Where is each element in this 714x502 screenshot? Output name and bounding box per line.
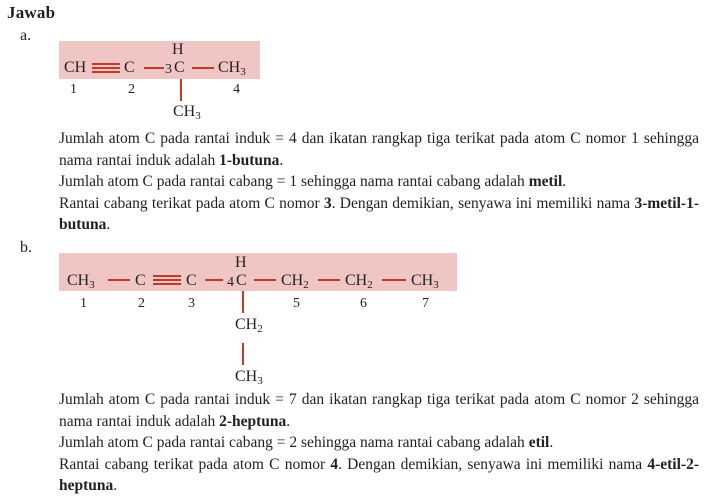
bond-b-3-4 [205,279,223,281]
atom-a-h: H [172,41,184,58]
atom-a-c2: C [124,59,135,76]
part-a-label: a. [20,27,32,44]
explanation-a-line-2: Jumlah atom C pada rantai cabang = 1 sehingga nama rantai cabang adalah metil. [59,173,567,191]
explanation-b-line-2: Jumlah atom C pada rantai cabang = 2 sehingga nama rantai cabang adalah etil. [59,434,554,452]
atom-b-ch2-5: $CH_2$ [281,272,309,291]
locant-b-7: 7 [422,296,429,311]
locant-a-2: 2 [128,82,135,97]
atom-b-h: H [235,254,247,271]
structure-b-highlight [59,253,457,291]
triple-bond-a [92,63,120,75]
explanation-b [59,389,699,497]
bond-a-3-4 [192,67,214,69]
atom-b-ch3-1: $CH_3$ [67,272,95,291]
explanation-a-line-3: Rantai cabang terikat pada atom C nomor 3. Dengan demikian, senyawa ini memiliki nama 3-metil-1-butuna. [59,194,699,234]
atom-a-ch3: $CH_3$ [218,59,246,78]
bond-a-2-3 [144,67,164,69]
explanation-b-line-1: Jumlah atom C pada rantai induk = 7 dan ikatan rangkap tiga terikat pada atom C nomor 2 sehingga nama rantai induk adalah 2-heptuna. [59,391,699,430]
locant-a-1: 1 [70,82,77,97]
atom-a-c3: C [174,59,185,76]
bond-b-branch-1 [242,291,244,313]
atom-b-branch-ch2: $CH_2$ [235,316,263,335]
locant-b-3: 3 [188,296,195,311]
locant-a-4: 4 [233,82,240,97]
locant-b-1: 1 [80,296,87,311]
atom-a-c3-locant: 3 [165,62,172,77]
atom-b-branch-ch3: $CH_3$ [235,368,263,387]
bond-a-branch [180,79,182,101]
atom-b-c4-locant: 4 [227,275,234,290]
atom-b-c3: C [186,272,197,289]
atom-b-c4: C [236,272,247,289]
bond-b-4-5 [254,279,276,281]
bond-b-5-6 [318,279,340,281]
triple-bond-b [153,275,181,287]
bond-b-1-2 [108,279,130,281]
locant-b-6: 6 [360,296,367,311]
explanation-a-line-1: Jumlah atom C pada rantai induk = 4 dan ikatan rangkap tiga terikat pada atom C nomor 1 sehingga nama rantai induk adalah 1-butuna. [59,130,699,169]
atom-a-ch: CH [64,59,87,76]
atom-b-ch3-7: $CH_3$ [411,272,439,291]
section-heading: Jawab [7,3,56,22]
locant-b-5: 5 [293,296,300,311]
part-b-label: b. [20,239,32,256]
explanation-b-line-3: Rantai cabang terikat pada atom C nomor 4. Dengan demikian, senyawa ini memiliki nama 4-etil-2-heptuna. [59,455,699,495]
atom-b-c2: C [135,272,146,289]
atom-b-ch2-6: $CH_2$ [345,272,373,291]
atom-a-branch-ch3: $CH_3$ [173,103,201,122]
bond-b-6-7 [382,279,406,281]
bond-b-branch-2 [242,343,244,365]
locant-b-2: 2 [138,296,145,311]
explanation-a [59,128,699,236]
